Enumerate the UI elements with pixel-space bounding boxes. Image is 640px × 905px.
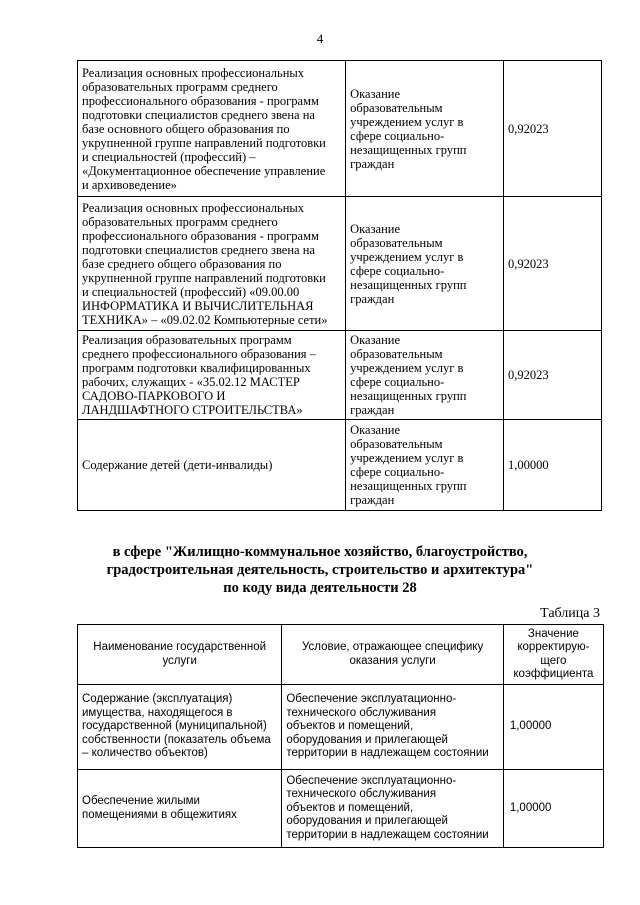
table-label: Таблица 3 <box>540 606 600 621</box>
column-header-condition: Условие, отражающее специфику оказания услуги <box>282 625 504 685</box>
heading-line: градостроительная деятельность, строительство и архитектура" <box>106 562 534 578</box>
service-name: Реализация образовательных программ среднего профессионального образования – программ подготовки квалифицированных рабочих, служащих - «35.02.12 МАСТЕР САДОВО-ПАРКОВОГО И ЛАНДШАФТНОГО СТРОИТЕЛЬСТВА» <box>82 333 316 417</box>
service-name-cell <box>78 61 346 197</box>
coefficient-value: 1,00000 <box>509 801 552 814</box>
table-row <box>78 420 602 511</box>
table-row <box>78 61 602 197</box>
coefficient-value: 0,92023 <box>507 256 549 271</box>
heading-line: по коду вида деятельности 28 <box>223 580 417 596</box>
coefficient-cell <box>503 197 601 331</box>
coefficient-value: 1,00000 <box>509 720 552 733</box>
coefficient-cell <box>503 61 601 197</box>
table-row <box>78 331 602 420</box>
condition-cell <box>282 685 504 770</box>
service-name-cell <box>78 197 346 331</box>
condition-text: Обеспечение эксплуатационно- технического обслуживания объектов и помещений, оборудования и прилегающей территории в надлежащем состоянии <box>286 774 489 841</box>
service-name: Содержание (эксплуатация) имущества, находящегося в государственной (муниципальной) собственности (показатель объема – количество объектов) <box>82 693 271 760</box>
condition-text: Обеспечение эксплуатационно- технического обслуживания объектов и помещений, оборудования и прилегающей территории в надлежащем состоянии <box>286 693 489 760</box>
coefficient-value: 1,00000 <box>507 458 549 472</box>
section-heading <box>40 543 600 597</box>
table-row <box>78 685 604 770</box>
service-name: Обеспечение жилыми помещениями в общежитиях <box>82 795 237 821</box>
coefficients-table-education <box>77 60 602 511</box>
service-name-cell <box>78 770 282 848</box>
column-header-coefficient: Значение корректирую- щего коэффициента <box>503 625 603 685</box>
service-name: Содержание детей (дети-инвалиды) <box>82 458 273 472</box>
service-name: Реализация основных профессиональных образовательных программ среднего профессионального образования - программ подготовки специалистов среднего звена на базе основного общего образования по укрупненной группе направлений подготовки и специальностей (профессий) – «Документационное обеспечение управление и архивоведение» <box>82 65 326 192</box>
condition-text: Оказание образовательным учреждением услуг в сфере социально- незащищенных групп граждан <box>350 221 467 306</box>
service-name-cell <box>78 685 282 770</box>
condition-text: Оказание образовательным учреждением услуг в сфере социально- незащищенных групп граждан <box>350 86 467 171</box>
column-header-service: Наименование государственной услуги <box>78 625 282 685</box>
service-name-cell <box>78 420 346 511</box>
service-name-cell <box>78 331 346 420</box>
coefficient-value: 0,92023 <box>507 121 549 136</box>
condition-cell <box>346 420 504 511</box>
condition-cell <box>346 61 504 197</box>
page-number: 4 <box>316 31 324 46</box>
coefficient-cell <box>503 685 603 770</box>
coefficient-cell <box>503 770 603 848</box>
coefficient-cell <box>503 420 601 511</box>
table-row <box>78 197 602 331</box>
coefficient-value: 0,92023 <box>507 368 549 382</box>
table-row <box>78 770 604 848</box>
condition-text: Оказание образовательным учреждением услуг в сфере социально- незащищенных групп граждан <box>350 423 467 507</box>
condition-cell <box>346 331 504 420</box>
table-header-row <box>78 625 604 685</box>
service-name: Реализация основных профессиональных образовательных программ среднего профессионального образования - программ подготовки специалистов среднего звена на базе среднего общего образования по укрупненной группе направлений подготовки и специальностей (профессий) «09.00.00 ИНФОРМАТИКА И ВЫЧИСЛИТЕЛЬНАЯ ТЕХНИКА» – «09.02.02 Компьютерные сети» <box>82 200 328 327</box>
condition-text: Оказание образовательным учреждением услуг в сфере социально- незащищенных групп граждан <box>350 333 467 417</box>
coefficients-table-housing <box>77 624 604 848</box>
heading-line: в сфере "Жилищно-коммунальное хозяйство, благоустройство, <box>112 544 528 560</box>
condition-cell <box>282 770 504 848</box>
coefficient-cell <box>503 331 601 420</box>
condition-cell <box>346 197 504 331</box>
